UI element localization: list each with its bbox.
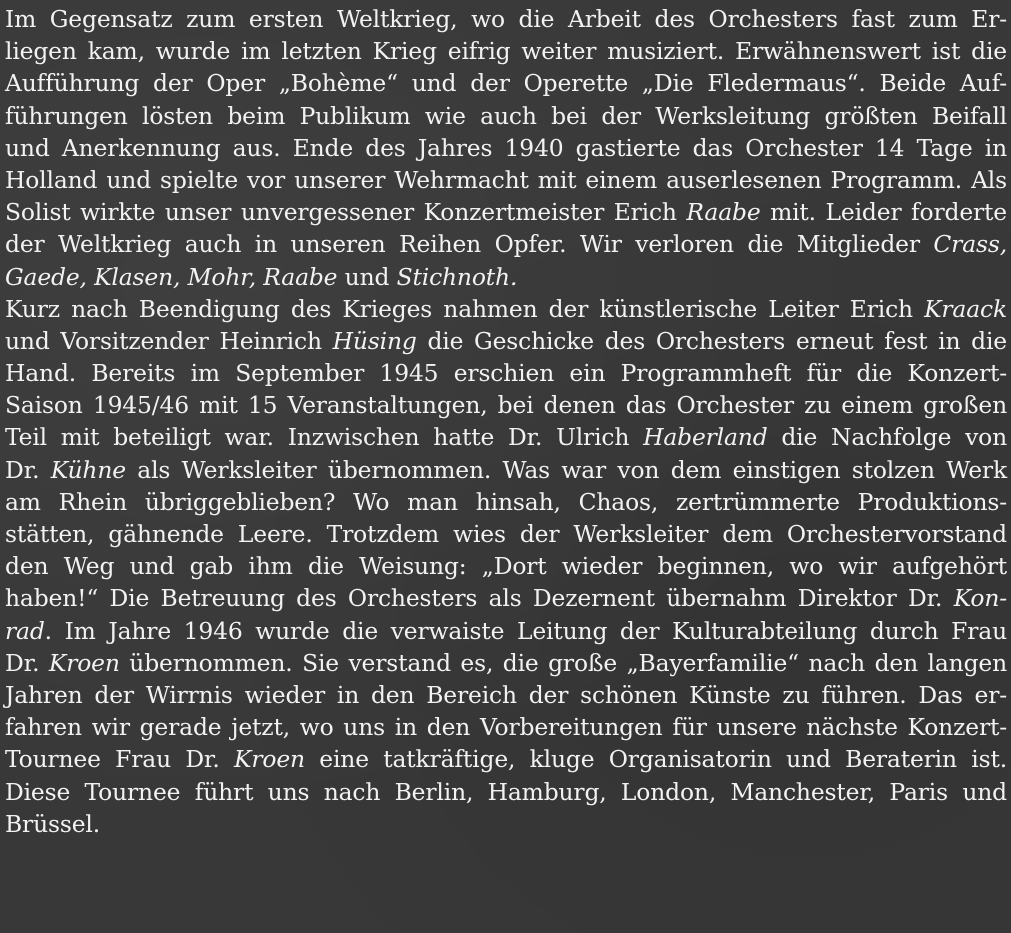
text-segment: Holland und spielte vor unserer Wehrmacht mit einem auserlesenen Programm. Als xyxy=(5,165,1007,194)
text-line xyxy=(5,582,1007,614)
text-segment: Brüssel. xyxy=(5,809,101,838)
text-segment: die Nachfolge von xyxy=(767,423,1007,452)
text-line xyxy=(5,550,1007,582)
italic-name: Crass, xyxy=(933,230,1007,259)
text-line xyxy=(5,776,1007,808)
text-segment: der Weltkrieg auch in unseren Reihen Opfer. Wir verloren die Mitglieder xyxy=(5,230,934,259)
text-segment: und Vorsitzender Heinrich xyxy=(5,326,333,355)
text-segment: und xyxy=(337,262,397,291)
text-segment: stätten, gähnende Leere. Trotzdem wies der Werksleiter dem Orchestervorstand xyxy=(5,520,1007,548)
italic-name: Haberland xyxy=(643,423,768,452)
text-segment: als Werksleiter übernommen. Was war von dem einstigen stolzen Werk xyxy=(125,455,1007,484)
text-line xyxy=(5,35,1007,67)
text-segment: Teil mit beteiligt war. Inzwischen hatte Dr. Ulrich xyxy=(5,423,644,452)
text-segment: Dr. xyxy=(5,648,49,677)
text-segment: mit. Leider forderte xyxy=(760,198,1007,227)
italic-name: Kroen xyxy=(234,745,305,774)
text-segment: . Im Jahre 1946 wurde die verwaiste Leitung der Kulturabteilung durch Frau xyxy=(44,616,1007,645)
text-segment: und Anerkennung aus. Ende des Jahres 1940 gastierte das Orchester 14 Tage in xyxy=(5,133,1007,162)
text-line xyxy=(5,3,1007,35)
text-segment: die Geschicke des Orchesters erneut fest in die xyxy=(416,326,1007,355)
italic-name: Kühne xyxy=(50,455,126,484)
italic-name: Kon- xyxy=(953,584,1007,613)
italic-name: Raabe xyxy=(686,198,761,227)
text-line xyxy=(5,743,1007,775)
text-segment: Saison 1945/46 mit 15 Veranstaltungen, bei denen das Orchester zu einem großen xyxy=(5,391,1007,420)
text-segment: am Rhein übriggeblieben? Wo man hinsah, Chaos, zertrümmerte Produktions- xyxy=(5,487,1007,516)
italic-name: Gaede, Klasen, Mohr, Raabe xyxy=(5,262,338,291)
text-line xyxy=(5,293,1007,325)
text-line xyxy=(5,228,1007,260)
text-segment: führungen lösten beim Publikum wie auch bei der Werksleitung größten Beifall xyxy=(5,101,1007,130)
text-segment: liegen kam, wurde im letzten Krieg eifrig weiter musiziert. Erwähnenswert ist die xyxy=(5,37,1007,66)
text-line xyxy=(5,196,1007,228)
paragraph xyxy=(5,3,1007,293)
text-line xyxy=(5,100,1007,132)
text-segment: Tournee Frau Dr. xyxy=(5,745,235,774)
text-line xyxy=(5,454,1007,486)
text-line xyxy=(5,261,1007,293)
text-line xyxy=(5,647,1007,679)
text-segment: den Weg und gab ihm die Weisung: „Dort wieder beginnen, wo wir aufgehört xyxy=(5,552,1007,581)
text-segment: Im Gegensatz zum ersten Weltkrieg, wo die Arbeit des Orchesters fast zum Er- xyxy=(5,5,1007,33)
text-line xyxy=(5,132,1007,164)
italic-name: Stichnoth. xyxy=(396,262,518,291)
text-line xyxy=(5,164,1007,196)
text-line xyxy=(5,421,1007,453)
text-line xyxy=(5,615,1007,647)
italic-name: Hüsing xyxy=(332,326,417,355)
text-line xyxy=(5,711,1007,743)
text-segment: Hand. Bereits im September 1945 erschien ein Programmheft für die Konzert- xyxy=(5,359,1007,388)
text-line xyxy=(5,357,1007,389)
text-segment: Jahren der Wirrnis wieder in den Bereich der schönen Künste zu führen. Das er- xyxy=(5,680,1007,709)
text-line xyxy=(5,486,1007,518)
paragraph xyxy=(5,293,1007,840)
text-line xyxy=(5,518,1007,550)
text-segment: Solist wirkte unser unvergessener Konzertmeister Erich xyxy=(5,198,687,227)
text-segment: haben!“ Die Betreuung des Orchesters als Dezernent übernahm Direktor Dr. xyxy=(5,584,954,613)
body-text xyxy=(5,3,1007,840)
italic-name: Kroen xyxy=(48,648,120,677)
text-line xyxy=(5,808,1007,840)
text-segment: eine tatkräftige, kluge Organisatorin und Beraterin ist. xyxy=(304,745,1007,774)
italic-name: rad xyxy=(5,616,45,645)
text-line xyxy=(5,67,1007,99)
text-line xyxy=(5,389,1007,421)
text-segment: übernommen. Sie verstand es, die große „Bayerfamilie“ nach den langen xyxy=(119,648,1007,677)
text-segment: Kurz nach Beendigung des Krieges nahmen der künstlerische Leiter Erich xyxy=(5,294,925,323)
text-segment: Diese Tournee führt uns nach Berlin, Hamburg, London, Manchester, Paris und xyxy=(5,777,1007,806)
italic-name: Kraack xyxy=(924,294,1007,323)
text-segment: fahren wir gerade jetzt, wo uns in den Vorbereitungen für unsere nächste Konzert- xyxy=(5,713,1007,742)
text-line xyxy=(5,679,1007,711)
text-segment: Dr. xyxy=(5,455,51,484)
text-line xyxy=(5,325,1007,357)
text-segment: Aufführung der Oper „Bohème“ und der Operette „Die Fledermaus“. Beide Auf- xyxy=(5,69,1007,98)
